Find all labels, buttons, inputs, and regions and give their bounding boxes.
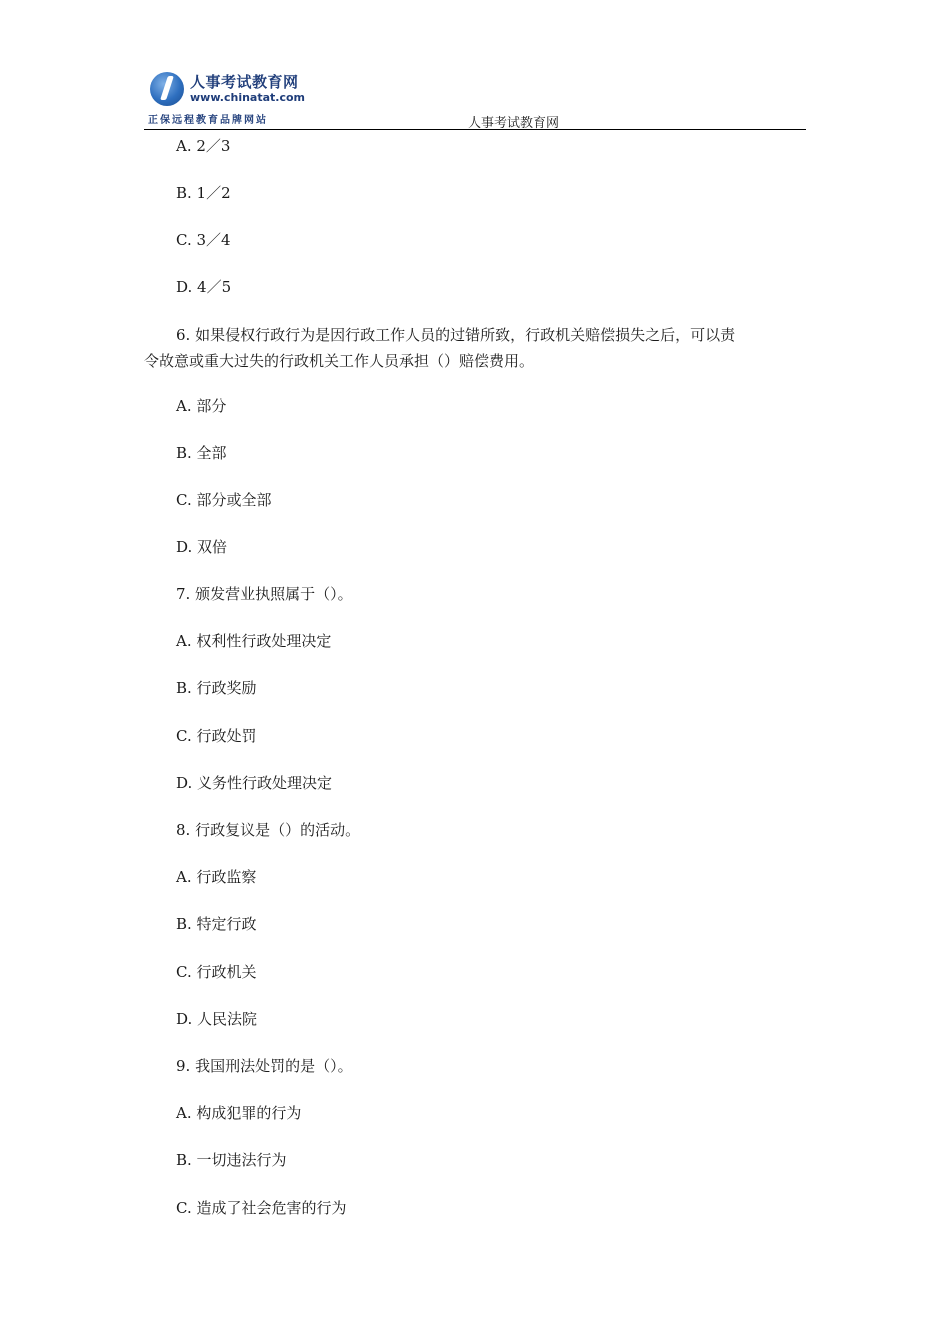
q9-option-b: B. 一切违法行为 [176, 1151, 287, 1169]
q9-option-c: C. 造成了社会危害的行为 [176, 1199, 347, 1217]
q5-option-b: B. 1／2 [176, 184, 231, 202]
logo-name: 人事考试教育网 [190, 73, 299, 91]
q5-option-d: D. 4／5 [176, 278, 232, 296]
q9-option-a: A. 构成犯罪的行为 [176, 1104, 302, 1122]
q6-question-line1: 6. 如果侵权行政行为是因行政工作人员的过错所致，行政机关赔偿损失之后，可以责 [176, 326, 736, 344]
q6-option-a: A. 部分 [176, 397, 227, 415]
site-logo [144, 66, 305, 126]
q9-question: 9. 我国刑法处罚的是（）。 [176, 1057, 353, 1075]
q8-option-b: B. 特定行政 [176, 915, 257, 933]
header-title: 人事考试教育网 [468, 116, 560, 131]
q6-question-line2: 令故意或重大过失的行政机关工作人员承担（）赔偿费用。 [144, 352, 535, 370]
q6-option-b: B. 全部 [176, 444, 227, 462]
q6-option-c: C. 部分或全部 [176, 491, 272, 509]
q6-option-d: D. 双倍 [176, 538, 228, 556]
q7-question: 7. 颁发营业执照属于（）。 [176, 585, 353, 603]
q7-option-b: B. 行政奖励 [176, 679, 257, 697]
q8-option-a: A. 行政监察 [176, 868, 257, 886]
q5-option-c: C. 3／4 [176, 231, 231, 249]
q7-option-d: D. 义务性行政处理决定 [176, 774, 333, 792]
q8-option-d: D. 人民法院 [176, 1010, 258, 1028]
header-divider [144, 129, 806, 130]
logo-url: www.chinatat.com [190, 91, 305, 104]
q5-option-a: A. 2／3 [176, 137, 231, 155]
q8-question: 8. 行政复议是（）的活动。 [176, 821, 361, 839]
q8-option-c: C. 行政机关 [176, 963, 257, 981]
logo-mark-icon [150, 72, 184, 106]
q7-option-a: A. 权利性行政处理决定 [176, 632, 332, 650]
logo-slogan: 正保远程教育品牌网站 [148, 115, 268, 126]
q7-option-c: C. 行政处罚 [176, 727, 257, 745]
